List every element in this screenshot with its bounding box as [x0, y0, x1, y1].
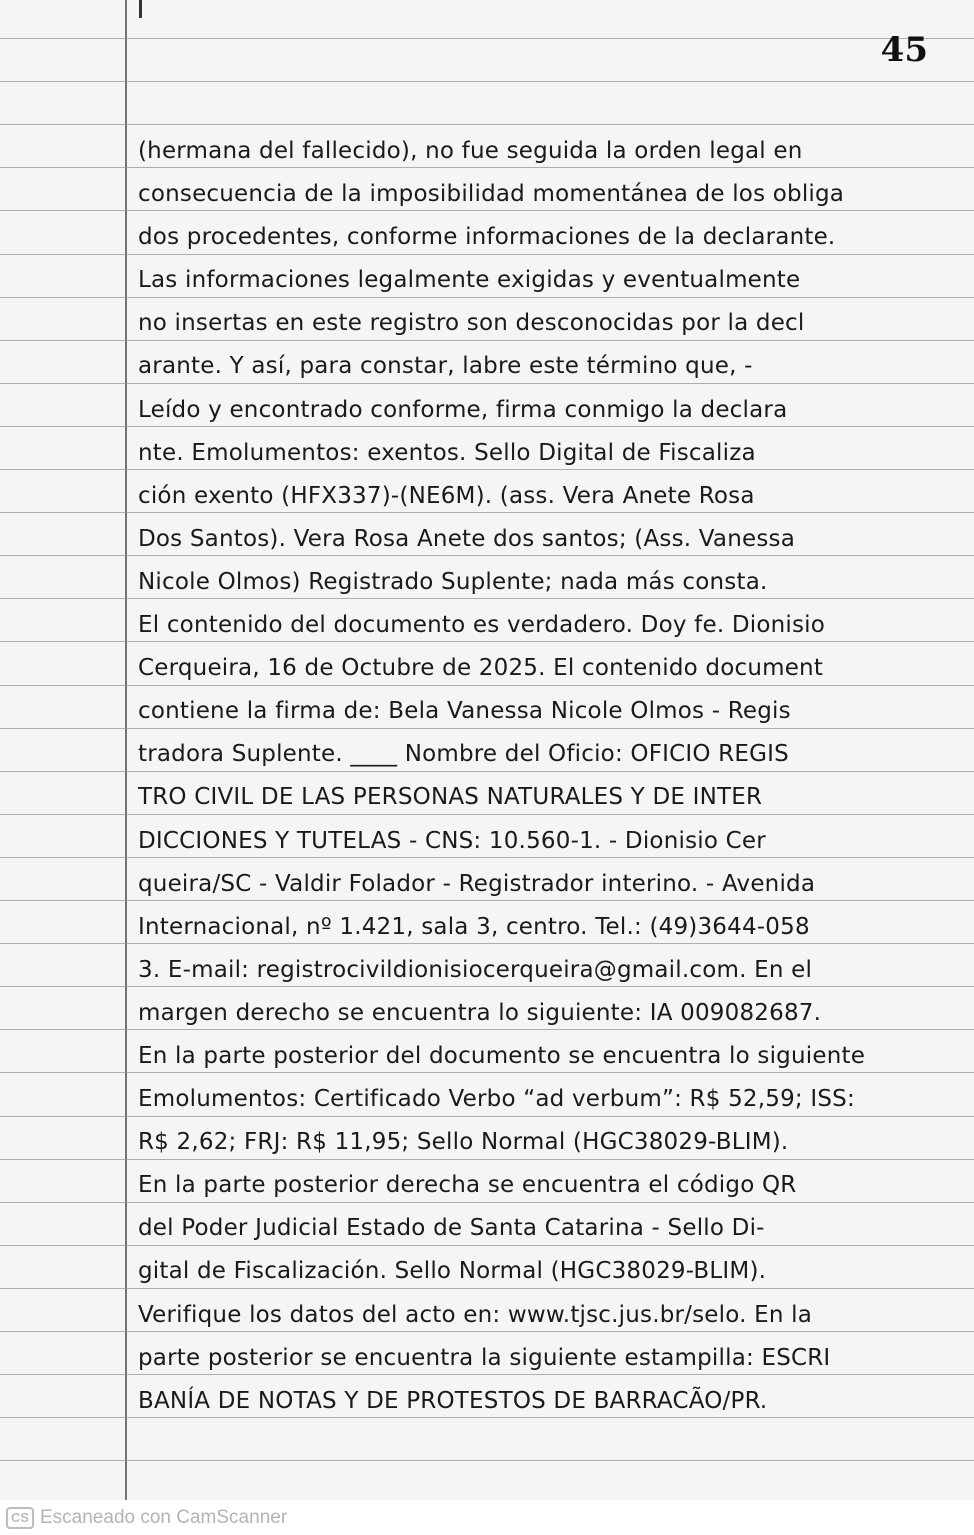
text-line: dos procedentes, conforme informaciones de la declarante.: [138, 224, 836, 251]
text-line: nte. Emolumentos: exentos. Sello Digital de Fiscaliza: [138, 439, 756, 466]
text-line: consecuencia de la imposibilidad momentánea de los obliga: [138, 181, 845, 208]
text-line: ción exento (HFX337)-(NE6M). (ass. Vera Anete Rosa: [138, 482, 755, 509]
text-line: DICCIONES Y TUTELAS - CNS: 10.560-1. - Dionisio Cer: [138, 827, 766, 854]
text-line: Verifique los datos del acto en: www.tjsc.jus.br/selo. En la: [138, 1301, 813, 1328]
text-line: Las informaciones legalmente exigidas y eventualmente: [138, 267, 801, 294]
handwritten-text: [130, 130, 974, 1423]
text-line: En la parte posterior del documento se encuentra lo siguiente: [138, 1042, 866, 1069]
margin-line: [125, 0, 127, 1500]
text-line: margen derecho se encuentra lo siguiente: IA 009082687.: [138, 999, 822, 1026]
text-line: arante. Y así, para constar, labre este término que, -: [138, 353, 753, 380]
text-line: TRO CIVIL DE LAS PERSONAS NATURALES Y DE INTER: [138, 784, 763, 811]
text-line: no insertas en este registro son desconocidas por la decl: [138, 310, 805, 337]
ruled-line: [0, 1460, 974, 1461]
ruled-line: [0, 81, 974, 82]
text-line: queira/SC - Valdir Folador - Registrador interino. - Avenida: [138, 870, 816, 897]
scanner-footer: [0, 1500, 974, 1535]
page-number: 45: [880, 30, 928, 70]
text-line: Nicole Olmos) Registrado Suplente; nada más consta.: [138, 568, 768, 595]
scanner-footer-text: Escaneado con CamScanner: [40, 1506, 288, 1528]
text-line: El contenido del documento es verdadero. Doy fe. Dionisio: [138, 612, 826, 639]
ruled-line: [0, 38, 974, 39]
text-line: Emolumentos: Certificado Verbo “ad verbum”: R$ 52,59; ISS:: [138, 1086, 855, 1113]
ruled-line: [0, 124, 974, 125]
text-line: gital de Fiscalización. Sello Normal (HGC38029-BLIM).: [138, 1258, 767, 1285]
text-line: Internacional, nº 1.421, sala 3, centro. Tel.: (49)3644-058: [138, 913, 810, 940]
text-line: tradora Suplente. ____ Nombre del Oficio: OFICIO REGIS: [138, 741, 789, 768]
camscanner-logo-icon: CS: [6, 1507, 34, 1529]
text-line: Dos Santos). Vera Rosa Anete dos santos; (Ass. Vanessa: [138, 525, 796, 552]
text-line: (hermana del fallecido), no fue seguida la orden legal en: [138, 138, 803, 164]
text-line: En la parte posterior derecha se encuentra el código QR: [138, 1172, 797, 1199]
text-line: contiene la firma de: Bela Vanessa Nicole Olmos - Regis: [138, 698, 791, 725]
top-ink-mark: [139, 0, 142, 18]
text-line: R$ 2,62; FRJ: R$ 11,95; Sello Normal (HGC38029-BLIM).: [138, 1129, 789, 1156]
text-line: Leído y encontrado conforme, firma conmigo la declara: [138, 396, 788, 423]
text-line: 3. E-mail: registrocivildionisiocerqueira@gmail.com. En el: [138, 956, 813, 983]
text-line: del Poder Judicial Estado de Santa Catarina - Sello Di-: [138, 1215, 765, 1242]
text-line: BANÍA DE NOTAS Y DE PROTESTOS DE BARRACÃO/PR.: [138, 1387, 768, 1414]
text-line: parte posterior se encuentra la siguiente estampilla: ESCRI: [138, 1344, 831, 1371]
text-line: Cerqueira, 16 de Octubre de 2025. El contenido document: [138, 655, 824, 682]
